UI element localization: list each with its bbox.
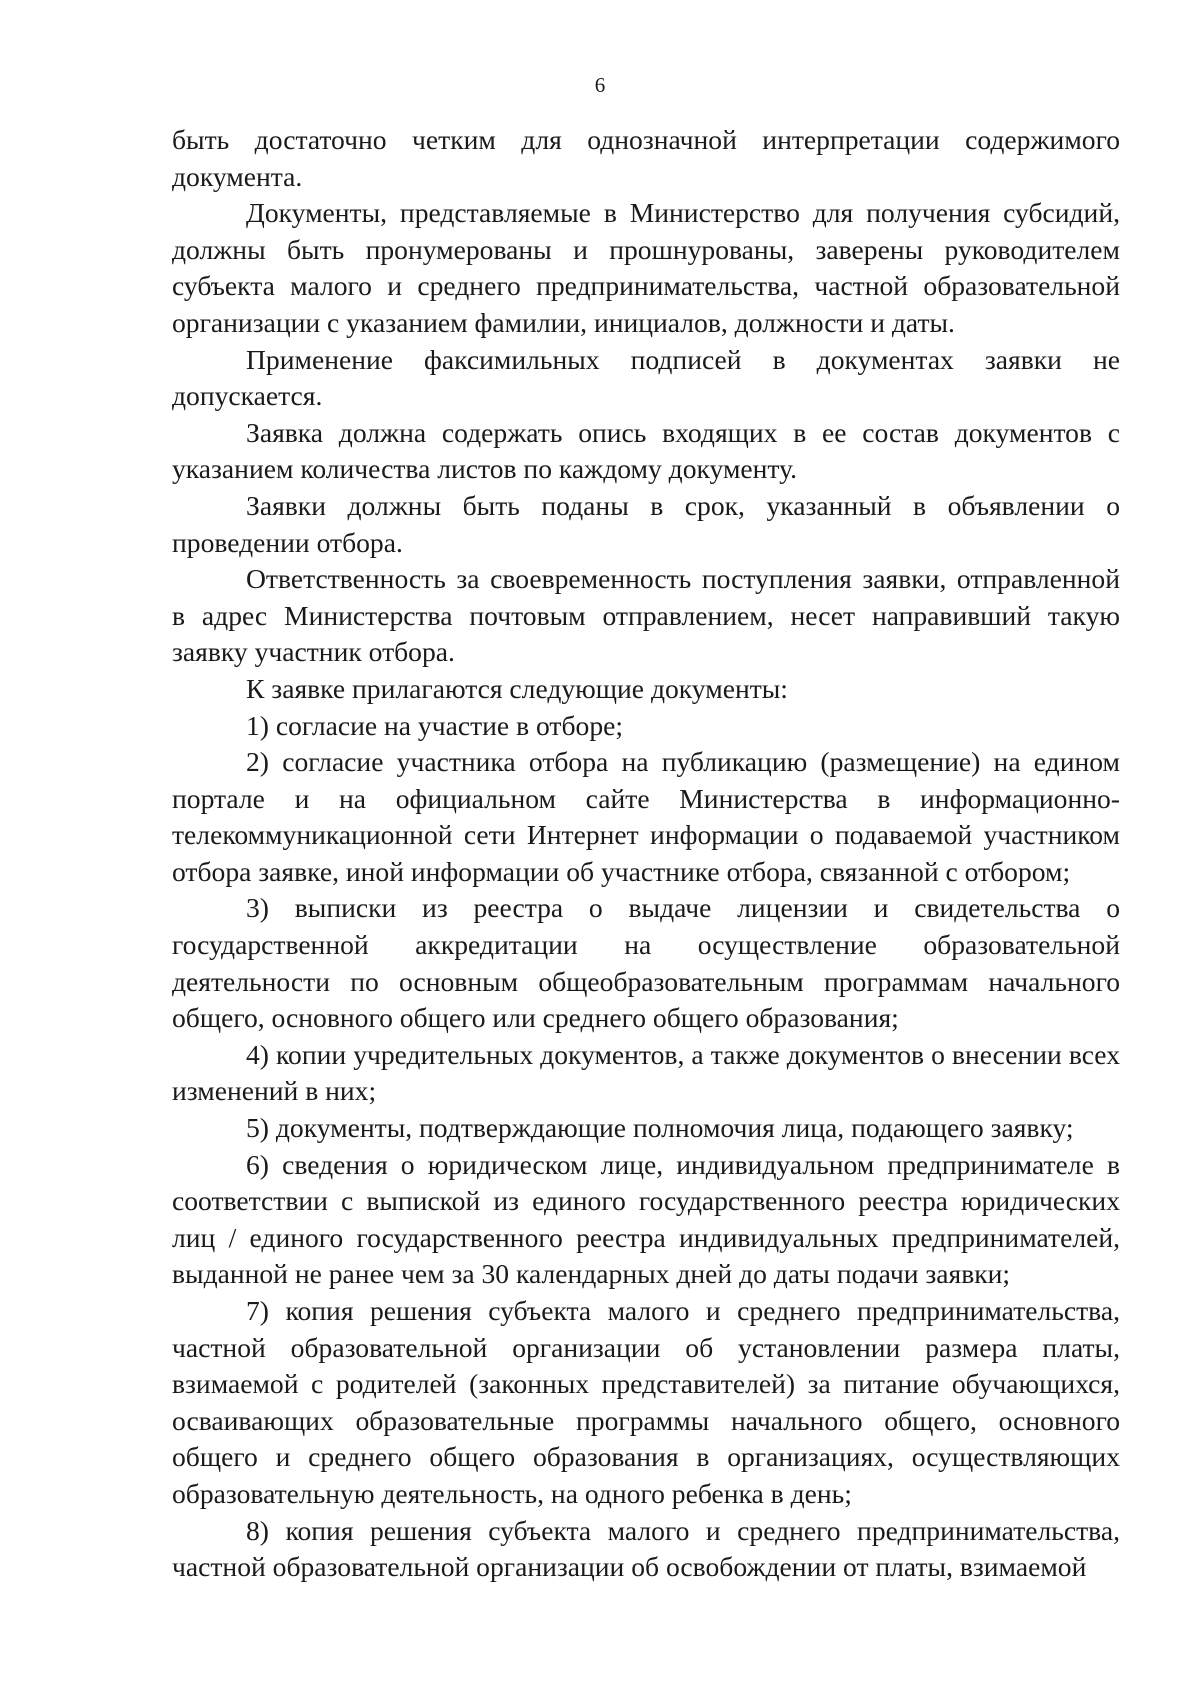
list-item-4: 4) копии учредительных документов, а также документов о внесении всех изменений в них; xyxy=(172,1038,1120,1107)
paragraph-document-requirements: Документы, представляемые в Министерство для получения субсидий, должны быть пронумерованы и прошнурованы, заверены руководителем субъекта малого и среднего предпринимательства, частной образовательной организации с указанием фамилии, инициалов, должности и даты. xyxy=(172,197,1120,338)
list-item-5: 5) документы, подтверждающие полномочия лица, подающего заявку; xyxy=(246,1112,1074,1144)
paragraph-attached-documents-intro: К заявке прилагаются следующие документы: xyxy=(246,672,788,704)
list-item-3: 3) выписки из реестра о выдаче лицензии и свидетельства о государственной аккредитации на осуществление образовательной деятельности по основным общеобразовательным программам начального общего, основного общего или среднего общего образования; xyxy=(172,892,1120,1034)
paragraph-inventory: Заявка должна содержать опись входящих в ее состав документов с указанием количества листов по каждому документу. xyxy=(172,416,1120,485)
document-body xyxy=(172,122,1120,1586)
list-item-1: 1) согласие на участие в отборе; xyxy=(246,709,624,741)
paragraph-responsibility: Ответственность за своевременность поступления заявки, отправленной в адрес Министерства почтовым отправлением, несет направивший такую заявку участник отбора. xyxy=(172,563,1120,668)
list-item-6: 6) сведения о юридическом лице, индивидуальном предпринимателе в соответствии с выпиской из единого государственного реестра юридических лиц / единого государственного реестра индивидуальных предпринимателей, выданной не ранее чем за 30 календарных дней до даты подачи заявки; xyxy=(172,1148,1120,1290)
list-item-8: 8) копия решения субъекта малого и среднего предпринимательства, частной образовательной организации об освобождении от платы, взимаемой xyxy=(172,1514,1120,1583)
paragraph-continuation: быть достаточно четким для однозначной интерпретации содержимого документа. xyxy=(172,124,1120,192)
paragraph-submission-deadline: Заявки должны быть поданы в срок, указанный в объявлении о проведении отбора. xyxy=(172,489,1120,558)
paragraph-facsimile-signatures: Применение факсимильных подписей в документах заявки не допускается. xyxy=(172,343,1120,412)
page-number: 6 xyxy=(594,73,606,97)
list-item-7: 7) копия решения субъекта малого и среднего предпринимательства, частной образовательной организации об установлении размера платы, взимаемой с родителей (законных представителей) за питание обучающихся, осваивающих образовательные программы начального общего, основного общего и среднего общего образования в организациях, осуществляющих образовательную деятельность, на одного ребенка в день; xyxy=(172,1295,1120,1509)
list-item-2: 2) согласие участника отбора на публикацию (размещение) на едином портале и на официальном сайте Министерства в информационно-телекоммуникационной сети Интернет информации о подаваемой участником отбора заявке, иной информации об участнике отбора, связанной с отбором; xyxy=(172,746,1120,887)
